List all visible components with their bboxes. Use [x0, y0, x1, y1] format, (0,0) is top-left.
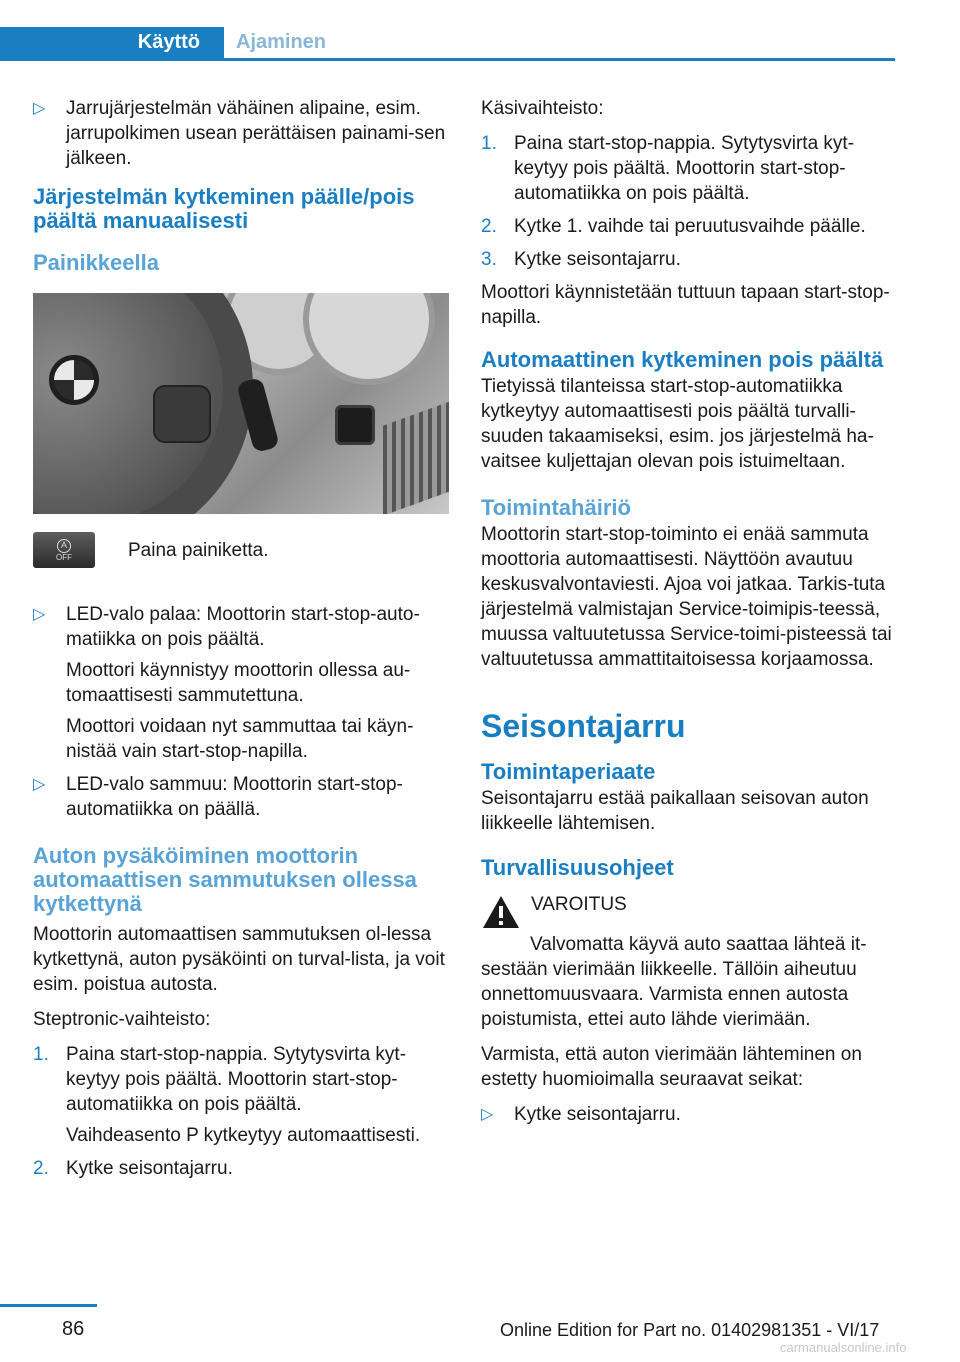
list-item-text: Moottori voidaan nyt sammuttaa tai käyn-nistää vain start-stop-napilla. — [66, 716, 414, 762]
left-column — [33, 96, 449, 1189]
right-column — [481, 96, 901, 1135]
gauge-dial — [303, 293, 435, 385]
wheel-controls — [153, 385, 211, 443]
list-item — [33, 96, 449, 171]
list-item-text: Paina start-stop-nappia. Sytytysvirta kyt-keytyy pois päältä. Moottorin start-stop-automatiikka on pois päältä. — [514, 133, 855, 204]
list-item-text: Moottori käynnistyy moottorin ollessa au-tomaattisesti sammutettuna. — [66, 660, 411, 706]
footer-divider — [0, 1304, 97, 1307]
auto-start-stop-off-button-icon: A OFF — [33, 532, 95, 568]
list-item — [33, 1156, 449, 1181]
paragraph: Moottori käynnistetään tuttuun tapaan start-stop-napilla. — [481, 282, 890, 328]
list-item — [481, 247, 901, 272]
press-button-text: Paina painiketta. — [128, 539, 269, 561]
list-item — [33, 602, 449, 764]
dashboard-photo — [33, 293, 449, 514]
list-item — [33, 1042, 449, 1148]
warning-title: VAROITUS — [531, 894, 627, 915]
section-heading-principle: Toimintaperiaate — [481, 759, 656, 784]
bullet-triangle-icon: ▷ — [33, 606, 46, 623]
paragraph: Moottorin start-stop-toiminto ei enää sammuta moottoria automaattisesti. Näyttöön avautuu keskusvalvontaviesti. Ajoa voi jatkaa. Tarkis-tuta järjestelmä valmistajan Service-toimipis-teessä, muussa valtuutetussa Service-toimi-pisteessä tai valtuutetussa ammattitaitoisessa korjaamossa. — [481, 524, 892, 670]
watermark-text: carmanualsonline.info — [780, 1340, 907, 1355]
bullet-triangle-icon: ▷ — [33, 776, 46, 793]
tab-kaytto[interactable]: Käyttö — [0, 27, 224, 58]
list-item-text: Kytke seisontajarru. — [514, 1104, 681, 1125]
tab-ajaminen[interactable]: Ajaminen — [236, 31, 327, 53]
list-item-text: Kytke seisontajarru. — [514, 249, 681, 270]
paragraph: Moottorin automaattisen sammutuksen ol-lessa kytkettynä, auton pysäköinti on turval-lista, ja voit esim. poistua autosta. — [33, 924, 445, 995]
list-item-text: LED-valo sammuu: Moottorin start-stop-automatiikka on päällä. — [66, 774, 403, 820]
paragraph: Tietyissä tilanteissa start-stop-automatiikka kytkeytyy automaattisesti pois päältä turvalli-suuden takaamiseksi, esim. jos järjestelmä ha-vaitsee kuljettajan olevan pois istuimeltaan. — [481, 376, 874, 472]
paragraph: Steptronic-vaihteisto: — [33, 1009, 211, 1030]
header-divider — [0, 58, 895, 61]
air-vent — [383, 400, 449, 514]
paragraph: Seisontajarru estää paikallaan seisovan auton liikkeelle lähtemisen. — [481, 788, 869, 834]
header-tabbar — [0, 0, 895, 62]
edition-text: Online Edition for Part no. 01402981351 - VI/17 — [500, 1320, 880, 1340]
step-number: 2. — [33, 1158, 49, 1179]
section-heading-safety: Turvallisuusohjeet — [481, 855, 674, 880]
bullet-triangle-icon: ▷ — [33, 100, 46, 117]
step-number: 2. — [481, 216, 497, 237]
list-item-text: Jarrujärjestelmän vähäinen alipaine, esim. jarrupolkimen usean perättäisen painami-sen jälkeen. — [66, 98, 446, 169]
page-number: 86 — [62, 1318, 85, 1340]
list-item — [481, 1102, 901, 1127]
list-item — [481, 214, 901, 239]
section-heading-auto-off: Automaattinen kytkeminen pois päältä — [481, 347, 884, 372]
list-item-text: LED-valo palaa: Moottorin start-stop-auto-matiikka on pois päältä. — [66, 604, 420, 650]
list-item-text: Kytke seisontajarru. — [66, 1158, 233, 1179]
button-instruction — [33, 532, 449, 568]
section-heading-fault: Toimintahäiriö — [481, 495, 631, 520]
chapter-heading-parking-brake: Seisontajarru — [481, 708, 686, 744]
warning-text: Valvomatta käyvä auto saattaa lähteä it-sestään vierimään liikkeelle. Tällöin aiheutuu onnettomuusvaara. Varmista ennen autosta poistumista, ettei auto lähde vierimään. — [481, 934, 867, 1030]
list-item-text: Kytke 1. vaihde tai peruutusvaihde päälle. — [514, 216, 866, 237]
warning-block — [481, 890, 901, 930]
section-heading-manual: Järjestelmän kytkeminen päälle/pois päältä manuaalisesti — [33, 184, 415, 233]
list-item — [481, 131, 901, 206]
section-heading-parking: Auton pysäköiminen moottorin automaattisen sammutuksen ollessa kytkettynä — [33, 843, 417, 916]
warning-triangle-icon — [481, 894, 521, 930]
paragraph: Käsivaihteisto: — [481, 98, 604, 119]
start-stop-off-switch — [335, 405, 375, 445]
paragraph: Varmista, että auton vierimään lähteminen on estetty huomioimalla seuraavat seikat: — [481, 1044, 862, 1090]
list-item-text: Vaihdeasento P kytkeytyy automaattisesti. — [66, 1125, 421, 1146]
bullet-triangle-icon: ▷ — [481, 1106, 494, 1123]
list-item — [33, 772, 449, 822]
subheading-button: Painikkeella — [33, 250, 159, 275]
step-number: 3. — [481, 249, 497, 270]
step-number: 1. — [33, 1044, 49, 1065]
list-item-text: Paina start-stop-nappia. Sytytysvirta kyt-keytyy pois päältä. Moottorin start-stop-automatiikka on pois päältä. — [66, 1044, 407, 1115]
brand-logo-icon — [49, 355, 99, 405]
step-number: 1. — [481, 133, 497, 154]
